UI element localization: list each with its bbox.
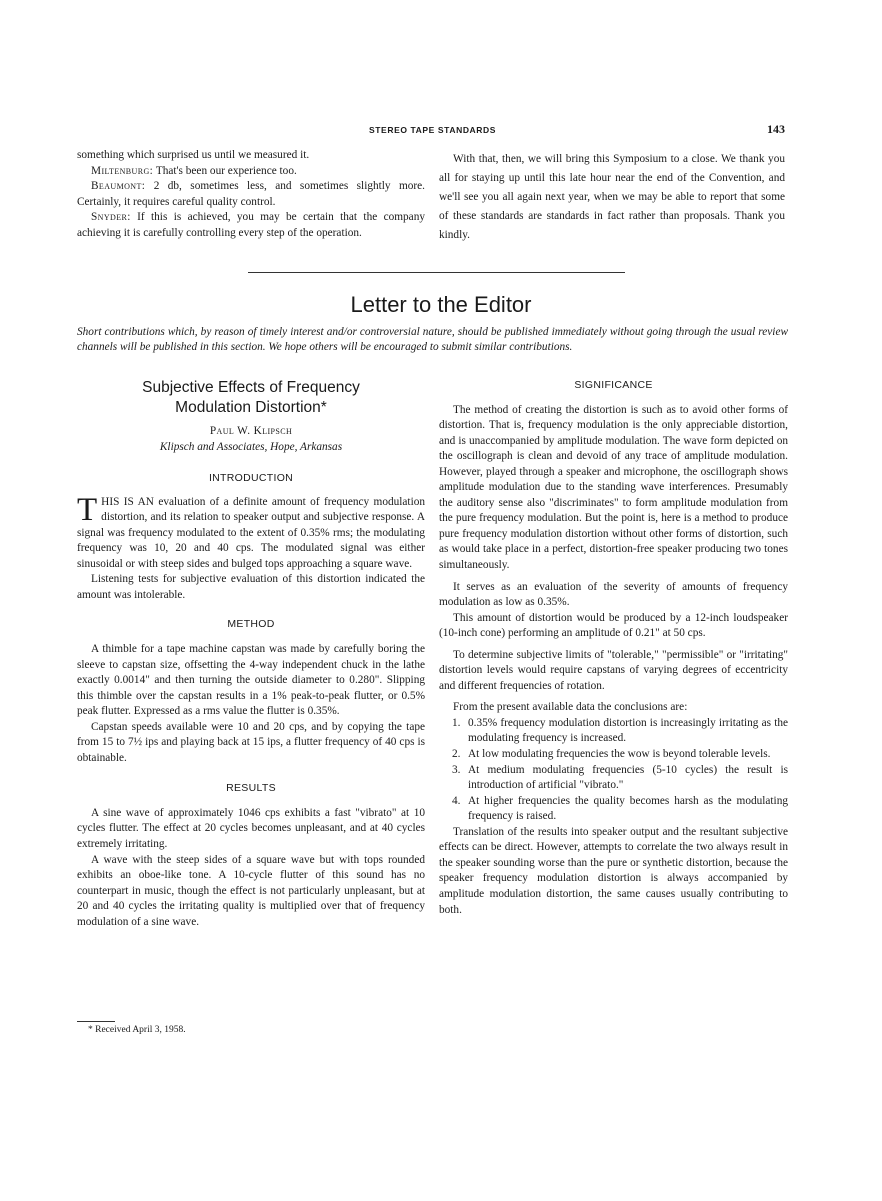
method-heading: METHOD bbox=[227, 618, 275, 631]
list-text: At medium modulating frequencies (5-10 cycles) the result is introduction of artificial "vibrato." bbox=[468, 763, 788, 792]
list-number: 1. bbox=[452, 716, 461, 729]
closing-remarks bbox=[439, 150, 785, 245]
running-head-title: STEREO TAPE STANDARDS bbox=[369, 125, 497, 135]
results-paragraph: A sine wave of approximately 1046 cps exhibits a fast "vibrato" at 10 cycles flutter. The effect at 20 cycles becomes unpleasant, and at 40 cycles extremely irritating. bbox=[77, 806, 425, 851]
section-heading: Letter to the Editor bbox=[350, 292, 532, 317]
list-text: 0.35% frequency modulation distortion is increasingly irritating as the modulating frequency is increased. bbox=[468, 716, 788, 745]
significance-paragraph: Translation of the results into speaker output and the resultant subjective effects can be direct. However, attempts to correlate the two always result in the speaker sounding worse than the pure or synthetic distortion, because the speaker frequency modulation distortion is always accompanied by amplitude modulation distortion, the same causes usually contributing to both. bbox=[439, 825, 788, 916]
article-author: Paul W. Klipsch bbox=[209, 425, 293, 437]
article-affiliation: Klipsch and Associates, Hope, Arkansas bbox=[159, 440, 343, 453]
page-number: 143 bbox=[767, 122, 785, 136]
significance-paragraph: The method of creating the distortion is such as to avoid other forms of distortion. That is, frequency modulation is the only appreciable distortion, and is unaccompanied by amplitude modulation. The wave form depicted on the oscillograph is clean and devoid of any trace of amplitude modulation. However, played through a speaker and microphone, the oscillograph shows amplitude modulation due to the standing wave interferences. Presumably the auditory sense also "discriminates" to form amplitude modulation from the pure frequency modulation. But the point is, here is a method to produce pure frequency modulation distortion without other forms of distortion, such as would take place in a perfect, distortion-free speaker producing two tones simultaneously. bbox=[439, 403, 788, 572]
paragraph-text: evaluation of a definite amount of frequency modulation distortion, and its relation to speaker output and subjective response. A signal was frequency modulated to the extent of 0.35% rms; the modulating frequency was 10, 20 and 40 cps. The modulated signal was either sinusoidal or with steep sides and bulged tops approaching a square wave. bbox=[77, 495, 426, 570]
list-text: At higher frequencies the quality becomes harsh as the modulating frequency is raised. bbox=[468, 794, 788, 823]
speaker-text: 2 db, sometimes less, and sometimes slightly more. Certainly, it requires careful quality control. bbox=[77, 180, 425, 208]
discussion-column bbox=[77, 148, 425, 241]
significance-paragraph: To determine subjective limits of "tolerable," "permissible" or "irritating" distortion levels would require capstans of varying degrees of eccentricity and different frequencies of rotation. bbox=[439, 648, 788, 692]
list-text: At low modulating frequencies the wow is beyond tolerable levels. bbox=[468, 748, 771, 761]
introduction-paragraph bbox=[77, 491, 426, 573]
significance-heading: SIGNIFICANCE bbox=[574, 379, 653, 391]
method-paragraph: Capstan speeds available were 10 and 20 cps, and by copying the tape from 15 to 7½ ips and playing back at 15 ips, a flutter frequency of 40 cps is obtainable. bbox=[77, 720, 425, 764]
footnote-rule bbox=[77, 1021, 115, 1022]
introduction-paragraph: Listening tests for subjective evaluation of this distortion indicated the amount was intolerable. bbox=[77, 573, 425, 601]
method-paragraph: A thimble for a tape machine capstan was made by carefully boring the sleeve to capstan size, offsetting the 4-way independent chuck in the lathe exactly 0.0014" and then turning the outside diameter to 0.280". Slipping this thimble over the capstan results in a 1% peak-to-peak flutter, or 0.5% peak flutter. Expressed as a rms value the flutter is 0.35%. bbox=[77, 643, 425, 718]
list-item bbox=[439, 763, 788, 794]
conclusions-list bbox=[439, 716, 788, 825]
speaker-name: Snyder: bbox=[91, 211, 131, 224]
article-title-line: Subjective Effects of Frequency bbox=[142, 379, 360, 396]
list-number: 2. bbox=[452, 748, 461, 761]
results-paragraph: A wave with the steep sides of a square wave but with tops rounded exhibits an oboe-like tone. A 10-cycle flutter of this sound has no counterpart in music, though the effect is not particularly unpleasant, but at 20 and 40 cycles the irritating quality is multiplied over that of frequency modulation of a sine wave. bbox=[77, 853, 425, 928]
article-title-line: Modulation Distortion* bbox=[175, 398, 327, 416]
section-intro: Short contributions which, by reason of timely interest and/or controversial nature, should be published immediately without going through the usual review channels will be published in this section. We hope others will be encouraged to submit similar contributions. bbox=[77, 326, 788, 353]
article-title bbox=[77, 378, 425, 417]
significance-paragraph: It serves as an evaluation of the severity of amounts of frequency modulation as low as 0.35%. bbox=[439, 580, 788, 609]
results-heading: RESULTS bbox=[226, 782, 276, 795]
discussion-beaumont bbox=[77, 179, 425, 210]
closing-paragraph: With that, then, we will bring this Symposium to a close. We thank you all for staying up until this late hour near the end of the Convention, and we'll see you all again next year, when we may be able to report that some of these standards are standards in fact rather than proposals. Thank you kindly. bbox=[439, 153, 785, 241]
list-item bbox=[439, 716, 788, 747]
discussion-snyder bbox=[77, 210, 425, 241]
speaker-name: Miltenburg: bbox=[91, 164, 154, 177]
significance-paragraph: This amount of distortion would be produced by a 12-inch loudspeaker (10-inch cone) performing an amplitude of 0.21" at 50 cps. bbox=[439, 611, 788, 640]
article-right-column bbox=[439, 378, 788, 918]
section-divider bbox=[248, 272, 625, 273]
drop-cap: T bbox=[77, 491, 98, 528]
speaker-text: If this is achieved, you may be certain that the company achieving it is carefully controlling every step of the operation. bbox=[77, 211, 425, 239]
list-item bbox=[439, 747, 788, 763]
discussion-line: something which surprised us until we measured it. bbox=[77, 149, 310, 161]
list-number: 4. bbox=[452, 794, 461, 807]
footnote: * Received April 3, 1958. bbox=[88, 1025, 186, 1035]
speaker-name: Beaumont: bbox=[91, 180, 146, 193]
introduction-heading: INTRODUCTION bbox=[208, 472, 294, 485]
lead-words: HIS IS AN bbox=[101, 495, 154, 508]
list-number: 3. bbox=[452, 763, 461, 776]
list-item bbox=[439, 794, 788, 825]
discussion-miltenburg bbox=[77, 164, 425, 180]
speaker-text: That's been our experience too. bbox=[155, 164, 297, 177]
significance-paragraph: From the present available data the conclusions are: bbox=[453, 701, 688, 714]
article-left-column bbox=[77, 378, 425, 930]
